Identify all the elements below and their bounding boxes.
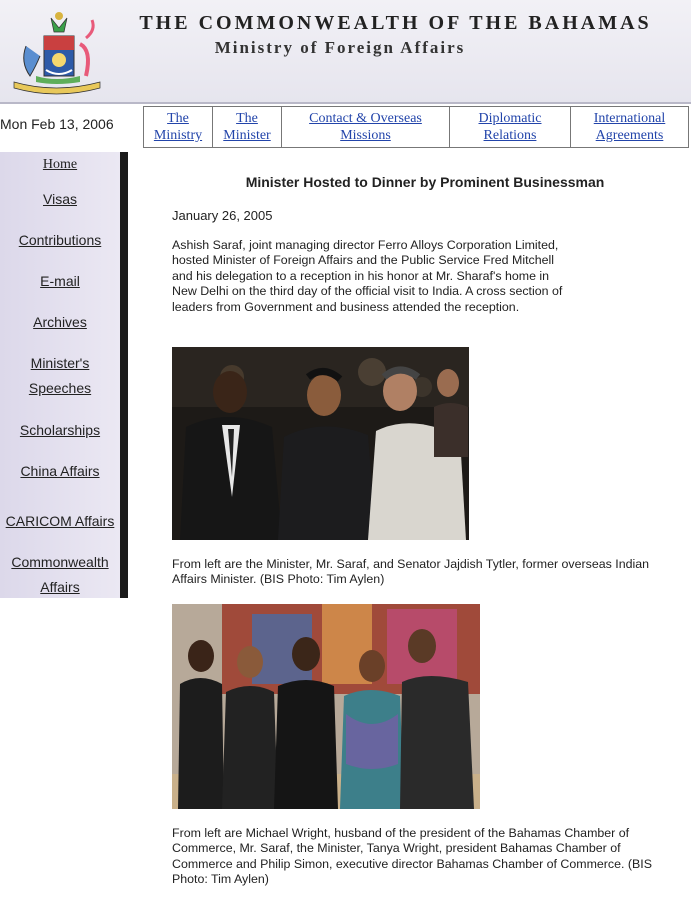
article-headline: Minister Hosted to Dinner by Prominent Businessman bbox=[245, 174, 605, 190]
sidebar-item-label: China Affairs bbox=[20, 463, 100, 479]
sidebar-item-label: Contributions bbox=[18, 232, 102, 248]
current-date: Mon Feb 13, 2006 bbox=[0, 116, 114, 132]
nav-the-ministry[interactable] bbox=[144, 107, 212, 147]
sidebar bbox=[0, 152, 128, 598]
photo-2-caption: From left are Michael Wright, husband of the president of the Bahamas Chamber of Commerce, Mr. Saraf, the Minister, Tanya Wright, president Bahamas Chamber of Commerce and Philip Simon, executive director Bahamas Chamber of Commerce. (BIS Photo: Tim Aylen) bbox=[172, 826, 652, 887]
sidebar-item-label: Home bbox=[42, 157, 78, 172]
nav-label-line1: Diplomatic bbox=[478, 111, 542, 126]
nav-label-line2: Missions bbox=[340, 128, 391, 143]
sidebar-item-label: Archives bbox=[33, 314, 87, 330]
photo-1-caption: From left are the Minister, Mr. Saraf, and Senator Jajdish Tytler, former overseas Indian Affairs Minister. (BIS Photo: Tim Aylen) bbox=[172, 557, 650, 587]
reception-photo-image bbox=[172, 347, 469, 540]
site-title: THE COMMONWEALTH OF THE BAHAMAS bbox=[139, 12, 652, 34]
nav-label-line1: The bbox=[236, 111, 258, 126]
article-photo-1 bbox=[172, 347, 469, 540]
sidebar-item-caricom-affairs[interactable] bbox=[0, 509, 120, 534]
nav-label-line2: Relations bbox=[483, 128, 537, 143]
article-body: Ashish Saraf, joint managing director Ferro Alloys Corporation Limited, hosted Minister of Foreign Affairs and the Public Service Fred Mitchell and his delegation to a reception in his honor at Mr. Sharaf's home in New Delhi on the third day of the official visit to India. A cross section of leaders from Government and business attended the reception. bbox=[172, 238, 563, 314]
header-banner bbox=[0, 0, 691, 104]
sidebar-item-scholarships[interactable] bbox=[0, 418, 120, 443]
sidebar-item-ministers-speeches[interactable] bbox=[0, 351, 120, 401]
sidebar-item-email[interactable] bbox=[0, 269, 120, 294]
article-date: January 26, 2005 bbox=[172, 208, 273, 223]
nav-label-line2: Minister bbox=[223, 128, 271, 143]
top-nav-row bbox=[0, 106, 691, 148]
sidebar-item-label: Speeches bbox=[28, 380, 92, 396]
sidebar-item-visas[interactable] bbox=[0, 187, 120, 212]
sidebar-item-home[interactable] bbox=[0, 152, 120, 177]
coat-of-arms-icon bbox=[6, 10, 106, 96]
sidebar-item-label: Commonwealth bbox=[11, 554, 109, 570]
nav-label-line1: Contact & Overseas bbox=[309, 111, 422, 126]
nav-diplomatic-relations[interactable] bbox=[449, 107, 570, 147]
site-subtitle: Ministry of Foreign Affairs bbox=[214, 38, 466, 57]
nav-the-minister[interactable] bbox=[212, 107, 281, 147]
nav-contact-missions[interactable] bbox=[281, 107, 449, 147]
sidebar-item-label: Scholarships bbox=[19, 422, 101, 438]
nav-label-line2: Ministry bbox=[153, 128, 203, 143]
sidebar-item-archives[interactable] bbox=[0, 310, 120, 335]
nav-international-agreements[interactable] bbox=[570, 107, 688, 147]
sidebar-item-label: Affairs bbox=[40, 579, 80, 595]
sidebar-item-contributions[interactable] bbox=[0, 228, 120, 253]
sidebar-item-china-affairs[interactable] bbox=[0, 459, 120, 484]
chamber-photo-image bbox=[172, 604, 480, 809]
sidebar-item-label: Visas bbox=[43, 191, 77, 207]
sidebar-item-label: CARICOM Affairs bbox=[5, 513, 115, 529]
sidebar-item-label: Minister's bbox=[30, 355, 90, 371]
article-photo-2 bbox=[172, 604, 480, 809]
top-nav bbox=[143, 106, 689, 148]
sidebar-item-commonwealth-affairs[interactable] bbox=[0, 550, 120, 600]
nav-label-line1: International bbox=[593, 111, 666, 126]
sidebar-item-label: E-mail bbox=[40, 273, 80, 289]
nav-label-line2: Agreements bbox=[595, 128, 664, 143]
nav-label-line1: The bbox=[167, 111, 189, 126]
